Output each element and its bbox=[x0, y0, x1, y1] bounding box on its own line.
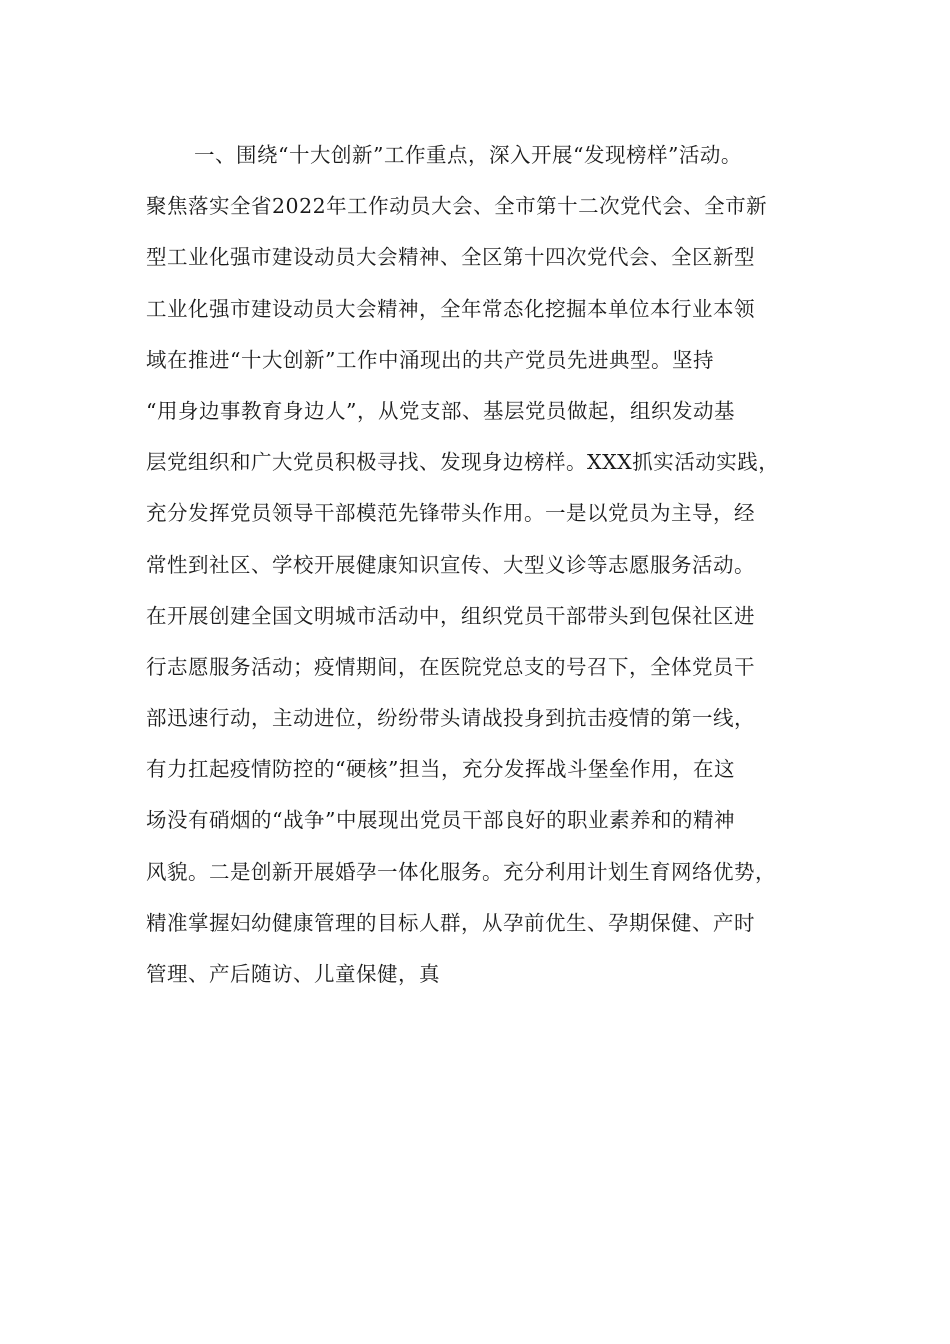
paragraph-line: 精准掌握妇幼健康管理的目标人群，从孕前优生、孕期保健、产时 bbox=[146, 910, 755, 935]
paragraph-line: 型工业化强市建设动员大会精神、全区第十四次党代会、全区新型 bbox=[146, 245, 755, 270]
paragraph-line: 层党组织和广大党员积极寻找、发现身边榜样。XXX抓实活动实践， bbox=[146, 450, 780, 475]
paragraph-line: 场没有硝烟的“战争”中展现出党员干部良好的职业素养和的精神 bbox=[146, 808, 735, 833]
paragraph-line: 域在推进“十大创新”工作中涌现出的共产党员先进典型。坚持 bbox=[146, 347, 714, 372]
paragraph-line: 行志愿服务活动；疫情期间，在医院党总支的号召下，全体党员干 bbox=[146, 654, 755, 679]
paragraph-line: “用身边事教育身边人”，从党支部、基层党员做起，组织发动基 bbox=[146, 398, 735, 423]
paragraph-first-line: 一、围绕“十大创新”工作重点，深入开展“发现榜样”活动。 bbox=[194, 143, 742, 167]
paragraph-line: 常性到社区、学校开展健康知识宣传、大型义诊等志愿服务活动。 bbox=[146, 552, 755, 577]
document-body bbox=[146, 130, 811, 1000]
paragraph-line: 风貌。二是创新开展婚孕一体化服务。充分利用计划生育网络优势， bbox=[146, 859, 776, 884]
paragraph-last-line: 管理、产后随访、儿童保健，真 bbox=[146, 962, 440, 986]
paragraph-line: 充分发挥党员领导干部模范先锋带头作用。一是以党员为主导，经 bbox=[146, 501, 755, 526]
paragraph-line: 有力扛起疫情防控的“硬核”担当，充分发挥战斗堡垒作用，在这 bbox=[146, 757, 735, 782]
paragraph-line: 在开展创建全国文明城市活动中，组织党员干部带头到包保社区进 bbox=[146, 603, 755, 628]
paragraph-line: 部迅速行动，主动进位，纷纷带头请战投身到抗击疫情的第一线， bbox=[146, 706, 755, 731]
paragraph-line: 聚焦落实全省2022年工作动员大会、全市第十二次党代会、全市新 bbox=[146, 194, 768, 219]
paragraph-line: 工业化强市建设动员大会精神，全年常态化挖掘本单位本行业本领 bbox=[146, 296, 755, 321]
